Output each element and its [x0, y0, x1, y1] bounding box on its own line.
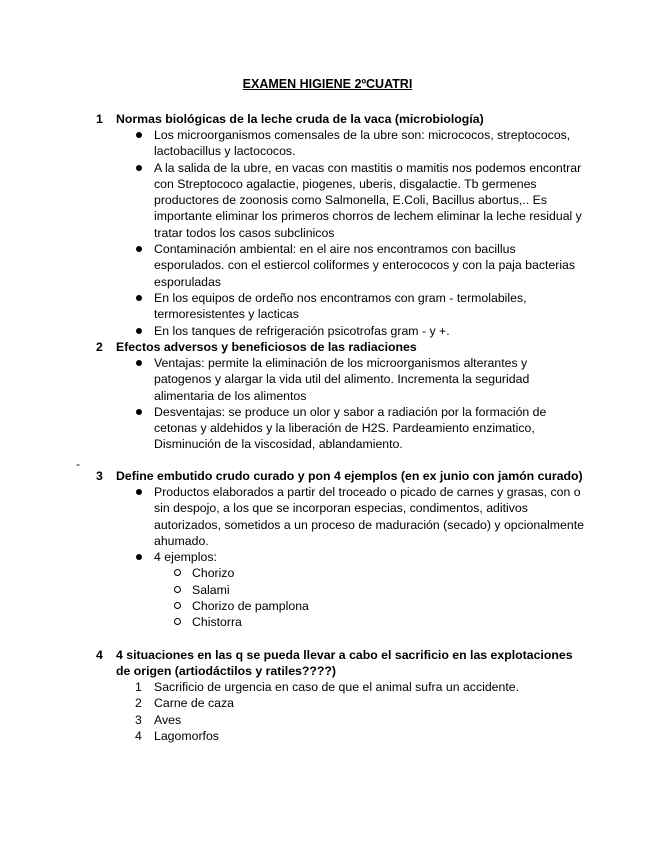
bullet-icon: [136, 489, 142, 495]
bullet-icon: [136, 328, 142, 334]
question-3-bullets: [116, 484, 586, 631]
question-title: Define embutido crudo curado y pon 4 ejemplos (en ex junio con jamón curado): [116, 469, 583, 483]
list-item: Chorizo de pamplona: [154, 598, 586, 614]
list-item: Salami: [154, 582, 586, 598]
bullet-icon: [136, 409, 142, 415]
list-item: En los tanques de refrigeración psicotrofas gram - y +.: [116, 323, 586, 339]
question-number: 4: [96, 648, 103, 662]
page-title: EXAMEN HIGIENE 2ºCUATRI: [242, 77, 413, 91]
circle-bullet-icon: [174, 586, 181, 593]
circle-bullet-icon: [174, 569, 181, 576]
bullet-icon: [136, 132, 142, 138]
bullet-icon: [136, 554, 142, 560]
question-title: 4 situaciones en las q se pueda llevar a cabo el sacrificio en las explotaciones de origen (artiodáctilos y ratiles????): [116, 648, 573, 679]
question-2-bullets: [116, 355, 586, 453]
question-1-bullets: [116, 127, 586, 339]
list-item: Ventajas: permite la eliminación de los microorganismos alterantes y patogenos y alargar la vida util del alimento. Incrementa la seguridad alimentaria de los alimentos: [116, 355, 586, 404]
circle-bullet-icon: [174, 602, 181, 609]
question-4-list: [116, 679, 586, 744]
list-item: Los microorganismos comensales de la ubre son: micrococos, streptococos, lactobacillus y lactococos.: [116, 127, 586, 160]
bullet-icon: [136, 360, 142, 366]
list-item: Chistorra: [154, 614, 586, 630]
question-title: Normas biológicas de la leche cruda de la vaca (microbiología): [116, 112, 484, 126]
question-number: 3: [96, 469, 103, 483]
question-title: Efectos adversos y beneficiosos de las radiaciones: [116, 340, 417, 354]
list-item: A la salida de la ubre, en vacas con mastitis o mamitis nos podemos encontrar con Streptococo agalactie, piogenes, uberis, disgalactie. Tb germenes productores de zoonosis como Salmonella, E.Coli, Bacillus abortus,.. Es importante eliminar los primeros chorros de lechem eliminar la leche residual y tratar todos los casos subclinicos: [116, 160, 586, 241]
examples-list: [154, 565, 586, 630]
question-number: 1: [96, 112, 103, 126]
bullet-icon: [136, 246, 142, 252]
bullet-icon: [136, 165, 142, 171]
list-item: En los equipos de ordeño nos encontramos con gram - termolabiles, termoresistentes y lacticas: [116, 290, 586, 323]
list-item: Productos elaborados a partir del troceado o picado de carnes y grasas, con o sin despojo, a los que se incorporan especias, condimentos, aditivos autorizados, sometidos a un proceso de maduración (secado) y opcionalmente ahumado.: [116, 484, 586, 549]
stray-mark: -: [76, 457, 80, 471]
list-item: 4 ejemplos: Chorizo Salami Chorizo de pamplona Chistorra: [116, 549, 586, 630]
list-item: 4 Lagomorfos: [135, 728, 219, 743]
list-item: 1 Sacrificio de urgencia en caso de que el animal sufra un accidente.: [135, 680, 520, 694]
list-item: Contaminación ambiental: en el aire nos encontramos con bacillus esporulados. con el estiercol coliformes y enterococos y con la paja bacterias esporuladas: [116, 241, 586, 290]
list-item: 3 Aves: [135, 712, 182, 727]
list-item: Chorizo: [154, 565, 586, 581]
bullet-icon: [136, 295, 142, 301]
question-number: 2: [96, 340, 103, 354]
list-item: Desventajas: se produce un olor y sabor a radiación por la formación de cetonas y aldehidos y la liberación de H2S. Pardeamiento enzimatico, Disminución de la viscosidad, ablandamiento.: [116, 404, 586, 453]
list-item: 2 Carne de caza: [135, 696, 234, 711]
circle-bullet-icon: [174, 618, 181, 625]
